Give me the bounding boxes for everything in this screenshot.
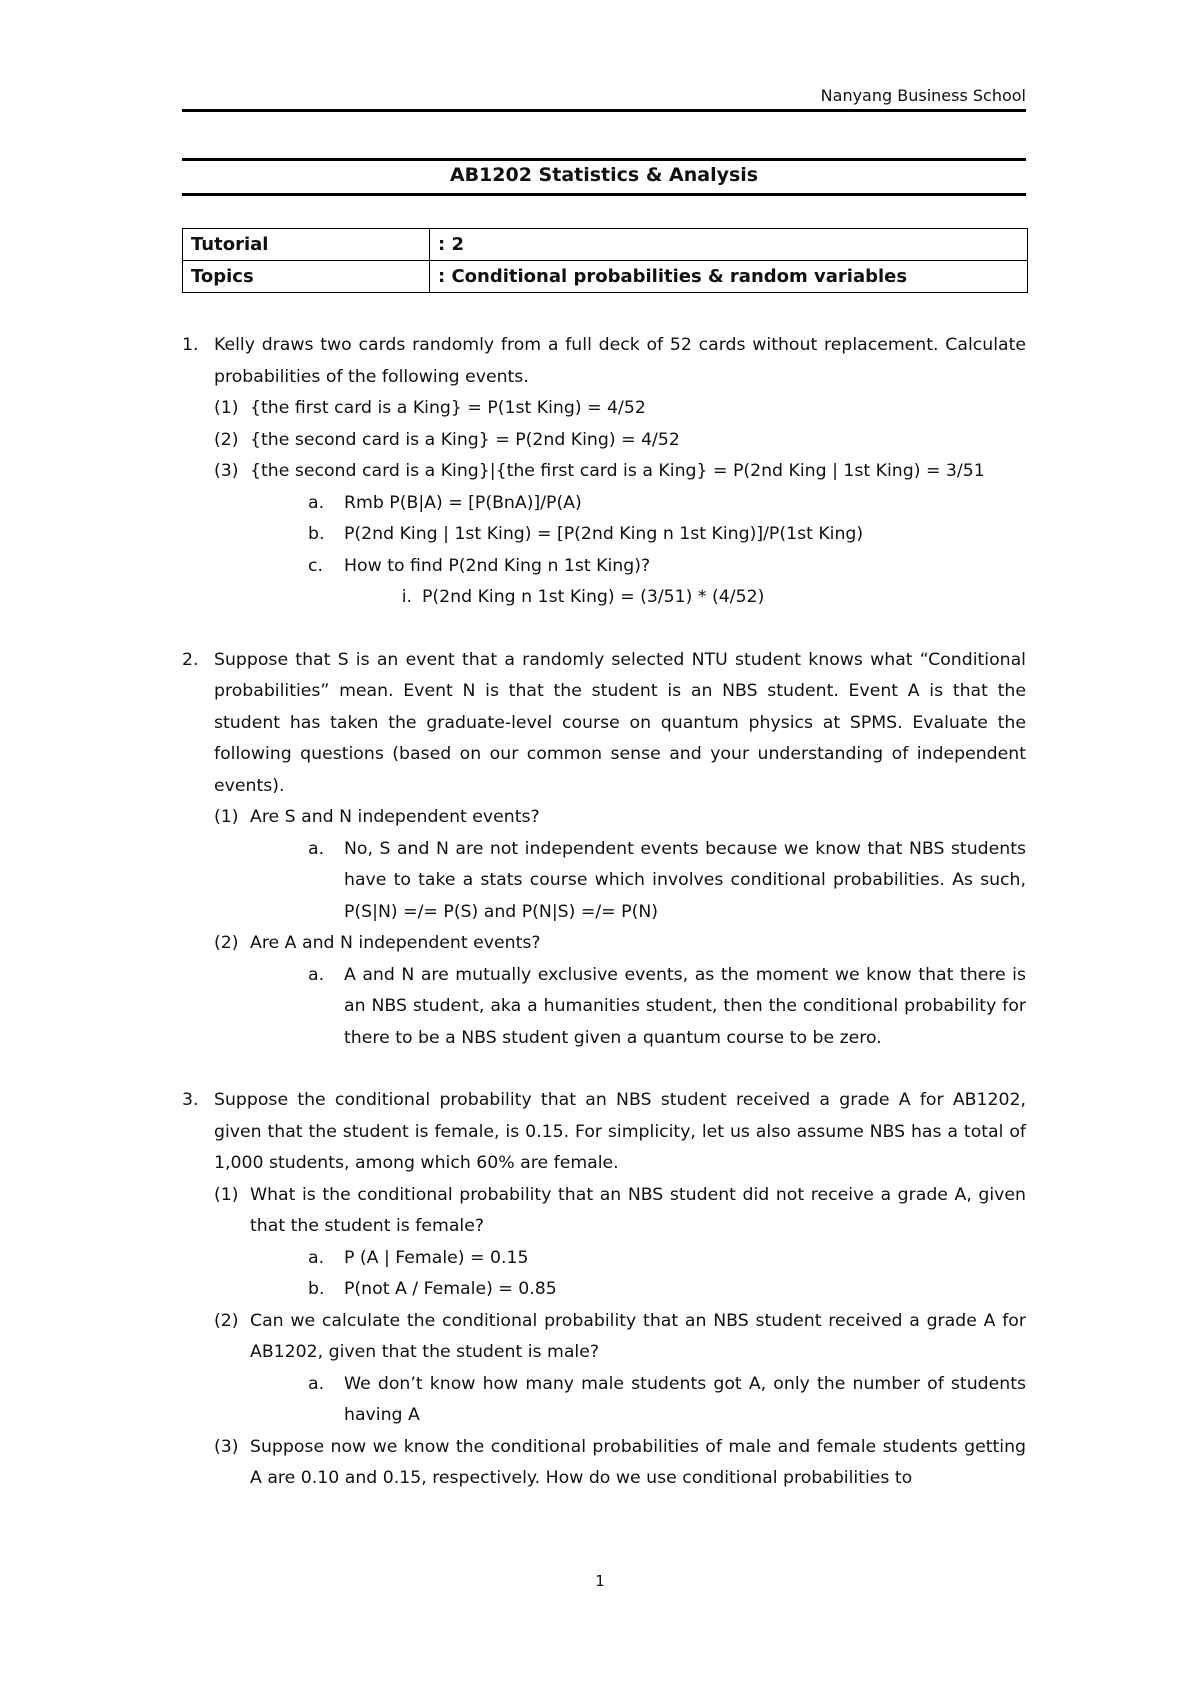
list-item xyxy=(214,1306,1026,1369)
question-3 xyxy=(182,1085,1026,1180)
list-item xyxy=(214,456,1026,488)
table-row xyxy=(183,261,1028,293)
item-text: A and N are mutually exclusive events, as the moment we know that there is an NBS student, aka a humanities student, then the conditional probability for there to be a NBS student given a quantum course to be zero. xyxy=(344,964,1026,1048)
item-text: What is the conditional probability that an NBS student did not receive a grade A, given that the student is female? xyxy=(250,1184,1026,1236)
question-number: 3. xyxy=(182,1090,199,1110)
item-number: (1) xyxy=(214,807,239,827)
item-text: Suppose now we know the conditional probabilities of male and female students getting A are 0.10 and 0.15, respectively. How do we use conditional probabilities to xyxy=(250,1436,1026,1488)
item-text: Rmb P(B|A) = [P(BnA)]/P(A) xyxy=(344,492,582,513)
item-number: b. xyxy=(308,524,325,544)
question-text: Suppose the conditional probability that an NBS student received a grade A for AB1202, given that the student is female, is 0.15. For simplicity, let us also assume NBS has a total of 1,000 students, among which 60% are female. xyxy=(214,1090,1026,1173)
item-text: Can we calculate the conditional probability that an NBS student received a grade A for AB1202, given that the student is male? xyxy=(250,1310,1026,1362)
list-item xyxy=(214,1180,1026,1243)
item-number: a. xyxy=(308,838,325,859)
info-label-topics: Topics xyxy=(183,261,430,293)
item-text: No, S and N are not independent events because we know that NBS students have to take a stats course which involves conditional probabilities. As such, P(S|N) =/= P(S) and P(N|S) =/= P(N) xyxy=(344,838,1026,922)
header-rule xyxy=(182,109,1026,112)
list-item xyxy=(308,1369,1026,1432)
question-1 xyxy=(182,330,1026,393)
item-number: c. xyxy=(308,555,323,576)
item-number: a. xyxy=(308,1247,325,1268)
list-item xyxy=(214,1432,1026,1495)
questions-content xyxy=(182,330,1026,1495)
list-item xyxy=(308,834,1026,929)
item-text: P(not A / Female) = 0.85 xyxy=(344,1279,557,1299)
list-item xyxy=(214,802,1026,834)
item-number: b. xyxy=(308,1279,325,1299)
item-text: P(2nd King | 1st King) = [P(2nd King n 1st King)]/P(1st King) xyxy=(344,524,864,544)
info-value-topics: : Conditional probabilities & random variables xyxy=(430,261,1028,293)
list-item xyxy=(386,582,1026,614)
list-item xyxy=(214,425,1026,457)
list-item xyxy=(308,551,1026,583)
item-number: (1) xyxy=(214,398,239,418)
list-item xyxy=(308,960,1026,1055)
item-text: {the second card is a King}|{the first card is a King} = P(2nd King | 1st King) = 3/51 xyxy=(250,461,985,481)
question-2 xyxy=(182,645,1026,803)
item-text: P(2nd King n 1st King) = (3/51) * (4/52) xyxy=(422,587,765,607)
question-text: Kelly draws two cards randomly from a full deck of 52 cards without replacement. Calculate probabilities of the following events. xyxy=(214,335,1026,387)
item-text: {the first card is a King} = P(1st King) = 4/52 xyxy=(250,398,646,418)
item-number: (2) xyxy=(214,1310,239,1331)
question-text: Suppose that S is an event that a randomly selected NTU student knows what “Conditional probabilities” mean. Event N is that the student is an NBS student. Event A is that the student has taken the graduate-level course on quantum physics at SPMS. Evaluate the following questions (based on our common sense and your understanding of independent events). xyxy=(214,649,1026,796)
item-number: (1) xyxy=(214,1184,239,1205)
title-rule-top xyxy=(182,158,1026,161)
table-row xyxy=(183,229,1028,261)
list-item xyxy=(214,928,1026,960)
item-number: a. xyxy=(308,492,325,513)
item-text: Are A and N independent events? xyxy=(250,933,541,953)
item-text: P (A | Female) = 0.15 xyxy=(344,1247,529,1268)
item-text: We don’t know how many male students got A, only the number of students having A xyxy=(344,1373,1026,1425)
item-number: a. xyxy=(308,964,325,985)
list-item xyxy=(308,1274,1026,1306)
item-number: a. xyxy=(308,1373,325,1394)
header-school-name: Nanyang Business School xyxy=(820,86,1026,105)
item-text: How to find P(2nd King n 1st King)? xyxy=(344,555,651,576)
info-value-tutorial: : 2 xyxy=(430,229,1028,261)
question-number: 1. xyxy=(182,335,199,355)
list-item xyxy=(214,393,1026,425)
item-number: (3) xyxy=(214,1436,239,1457)
document-title: AB1202 Statistics & Analysis xyxy=(449,164,759,186)
item-number: (2) xyxy=(214,933,239,953)
list-item xyxy=(308,519,1026,551)
item-text: Are S and N independent events? xyxy=(250,807,540,827)
item-number: (3) xyxy=(214,461,239,481)
page-number: 1 xyxy=(595,1572,605,1590)
info-table xyxy=(182,228,1028,293)
item-number: i. xyxy=(401,587,412,607)
question-number: 2. xyxy=(182,649,199,670)
title-rule-bottom xyxy=(182,193,1026,196)
spacer xyxy=(182,614,1026,645)
item-text: {the second card is a King} = P(2nd King) = 4/52 xyxy=(250,429,680,450)
spacer xyxy=(182,1054,1026,1085)
list-item xyxy=(308,488,1026,520)
item-number: (2) xyxy=(214,429,239,450)
list-item xyxy=(308,1243,1026,1275)
info-label-tutorial: Tutorial xyxy=(183,229,430,261)
